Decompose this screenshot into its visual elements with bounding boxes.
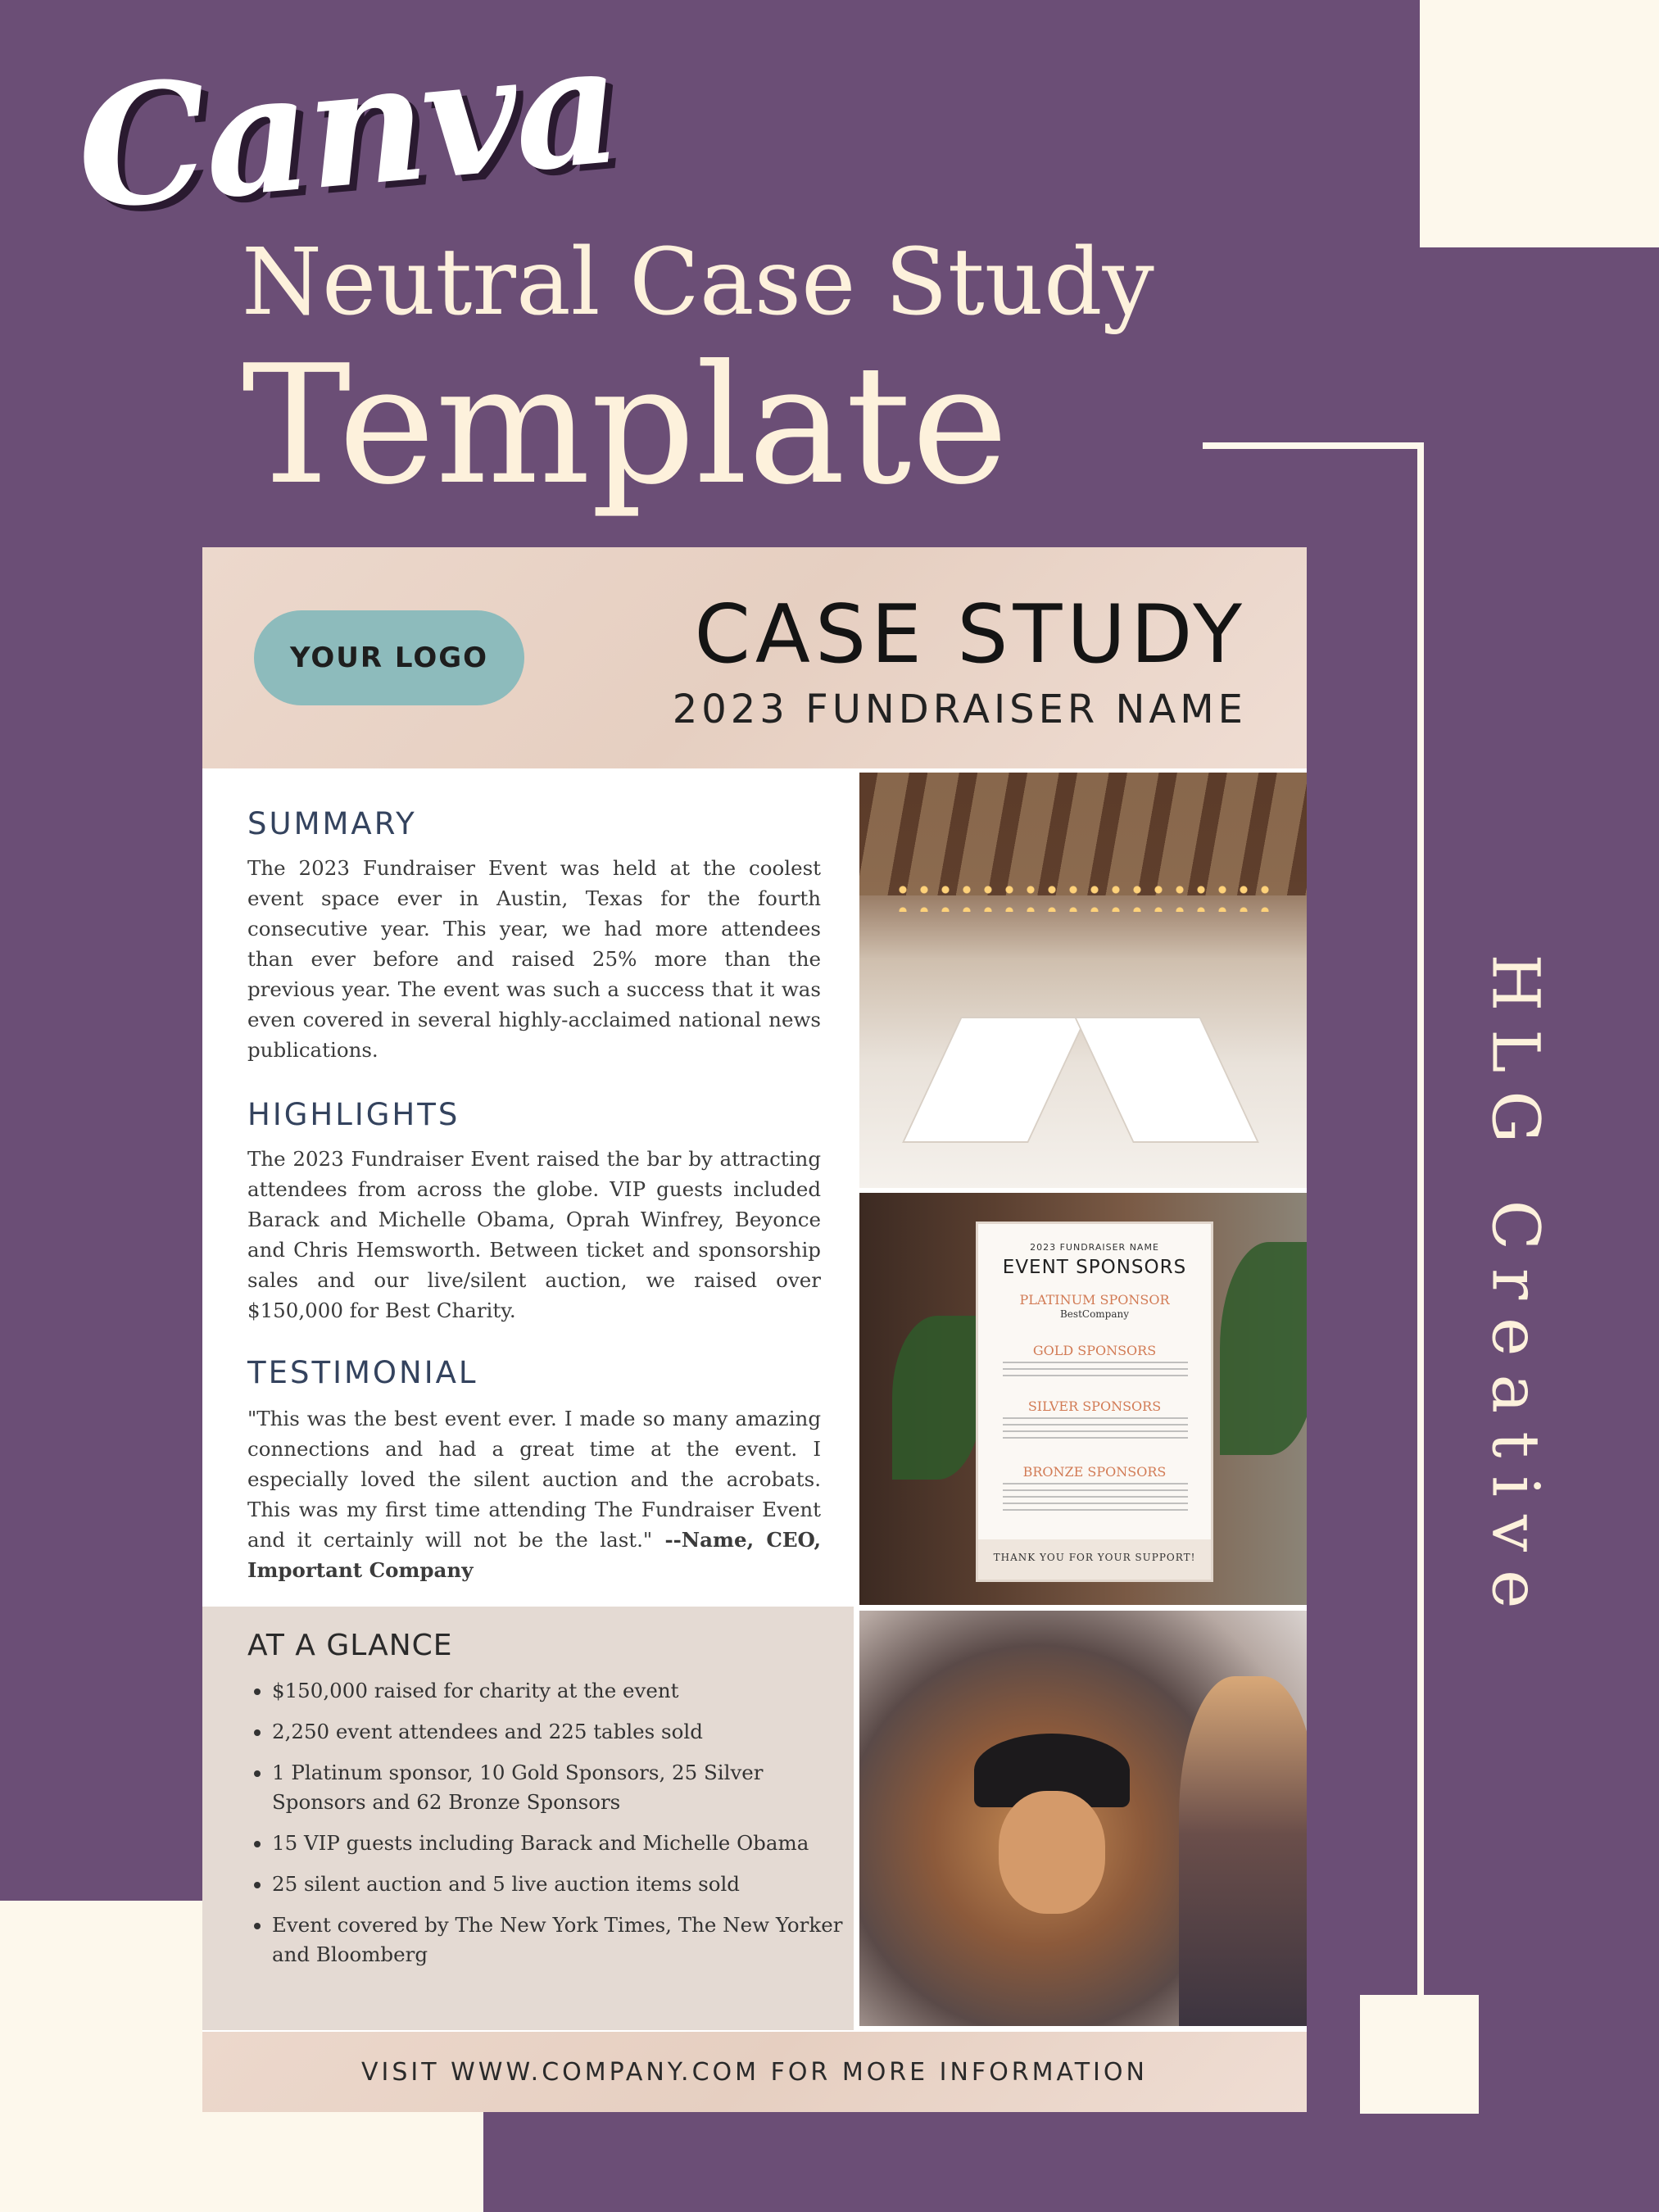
sign-bronze: BRONZE SPONSORS [1022, 1464, 1167, 1480]
canva-wordmark: Canva [69, 7, 625, 247]
template-subtitle: Neutral Case Study [242, 229, 1154, 336]
glance-heading: AT A GLANCE [247, 1629, 453, 1662]
document-title: CASE STUDY [694, 588, 1247, 682]
person-face [999, 1791, 1105, 1914]
glance-item: • 15 VIP guests including Barack and Michelle Obama [272, 1829, 845, 1858]
sign-gold: GOLD SPONSORS [1032, 1343, 1157, 1358]
document-header [202, 547, 1307, 768]
logo-placeholder: YOUR LOGO [254, 610, 524, 705]
sign-title: EVENT SPONSORS [1002, 1257, 1187, 1278]
hall-beams [859, 773, 1307, 895]
testimonial-attribution: --Name, CEO, Important Company [247, 1528, 821, 1582]
sign-bronze-names [1003, 1483, 1188, 1516]
frame-line-right [1417, 442, 1424, 1995]
person-right [1179, 1676, 1307, 2026]
sign-thanks: THANK YOU FOR YOUR SUPPORT! [993, 1552, 1196, 1563]
corner-block-top-right [1420, 0, 1659, 247]
testimonial-heading: TESTIMONIAL [247, 1355, 478, 1390]
glance-item: • 1 Platinum sponsor, 10 Gold Sponsors, 25 Silver Sponsors and 62 Bronze Sponsors [272, 1758, 845, 1817]
sign-silver: SILVER SPONSORS [1027, 1398, 1162, 1414]
hall-table-left [904, 1018, 1085, 1141]
template-title: Template [242, 330, 1009, 521]
corner-block-bottom-right [1360, 1995, 1479, 2114]
frame-line-top [1203, 442, 1424, 449]
people-photo [859, 1611, 1307, 2026]
document-subtitle: 2023 FUNDRAISER NAME [672, 687, 1247, 732]
plant-right [1220, 1242, 1307, 1455]
plant-left [892, 1316, 982, 1480]
event-hall-photo [859, 773, 1307, 1188]
testimonial-quote: "This was the best event ever. I made so many amazing connections and had a great time at the event. I especially loved the silent auction and the acrobats. This was my first time attending The Fundraiser Event and it certainly will not be the last." [247, 1407, 821, 1552]
summary-heading: SUMMARY [247, 806, 417, 841]
hall-table-right [1077, 1018, 1257, 1141]
sponsor-sign-photo [859, 1193, 1307, 1605]
sign-silver-names [1003, 1417, 1188, 1444]
testimonial-body [247, 1403, 821, 1585]
glance-item: • $150,000 raised for charity at the event [272, 1676, 845, 1706]
document-footer: VISIT WWW.COMPANY.COM FOR MORE INFORMATION [202, 2032, 1307, 2112]
sign-kicker: 2023 FUNDRAISER NAME [1030, 1242, 1159, 1253]
at-a-glance-panel [202, 1607, 854, 2030]
glance-list [247, 1676, 845, 1981]
sponsor-sign-board [976, 1222, 1213, 1582]
glance-item: • Event covered by The New York Times, The New Yorker and Bloomberg [272, 1911, 845, 1969]
summary-body: The 2023 Fundraiser Event was held at the coolest event space ever in Austin, Texas for the fourth consecutive year. This year, we had more attendees than ever before and raised 25% more than the previous year. The event was such a success that it was even covered in several highly-acclaimed national news publications. [247, 856, 821, 1062]
sign-platinum-name: BestCompany [1059, 1308, 1130, 1320]
sign-gold-names [1003, 1362, 1188, 1376]
case-study-document [202, 547, 1307, 2112]
side-label [1438, 942, 1593, 1639]
highlights-body: The 2023 Fundraiser Event raised the bar by attracting attendees from across the globe. VIP guests included Barack and Michelle Obama, Oprah Winfrey, Beyonce and Chris Hemsworth. Between ticket and sponsorship sales and our live/silent auction, we raised over $150,000 for Best Charity. [247, 1147, 821, 1322]
corner-block-bottom-band [0, 2112, 483, 2212]
side-label-text: HLG Creative [1477, 954, 1554, 1627]
highlights-heading: HIGHLIGHTS [247, 1097, 460, 1132]
glance-item: • 2,250 event attendees and 225 tables sold [272, 1717, 845, 1747]
hall-lights [892, 879, 1269, 912]
sign-platinum: PLATINUM SPONSOR [1019, 1292, 1170, 1308]
glance-item: • 25 silent auction and 5 live auction items sold [272, 1870, 845, 1899]
